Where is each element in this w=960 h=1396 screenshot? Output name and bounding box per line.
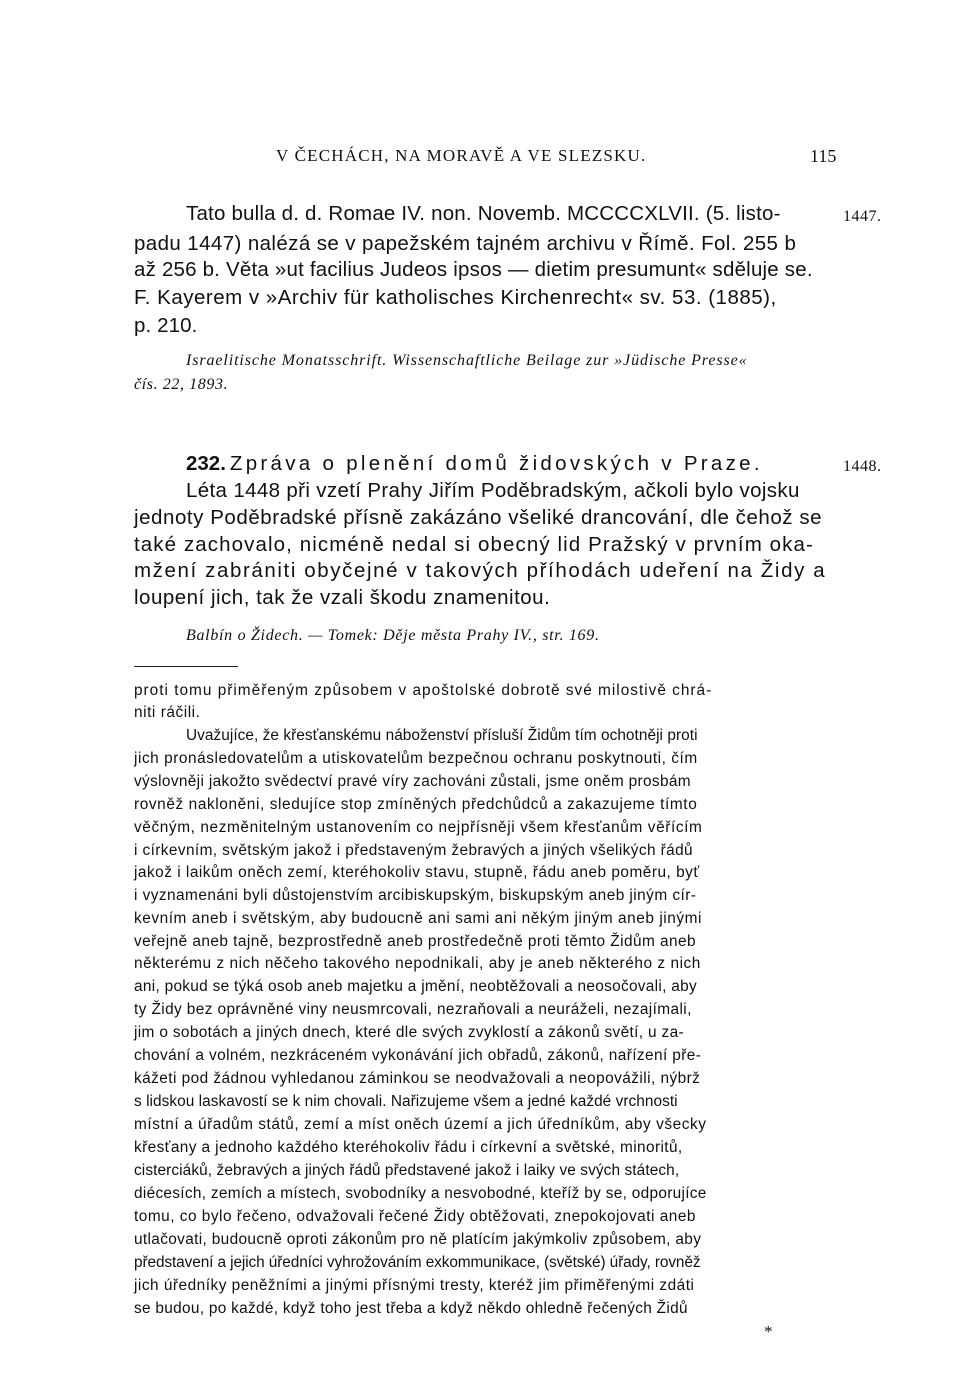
text-line: p. 210. [134, 314, 198, 337]
text-line: padu 1447) nalézá se v papežském tajném archivu v Římě. Fol. 255 b [134, 232, 797, 255]
footnote-line: i vyznamenáni byli důstojenstvím arcibiskupským, biskupským aneb jiným cír- [134, 887, 697, 904]
footnote-line: utlačovati, budoucně oproti zákonům pro ně platícím jakýmkoliv způsobem, aby [134, 1231, 702, 1248]
source-citation: Israelitische Monatsschrift. Wissenschaftliche Beilage zur »Jüdische Presse« [186, 352, 748, 369]
footnote-line: ty Židy bez oprávněné viny neusmrcovali, nezraňovali a neuráželi, nezajímali, [134, 1001, 692, 1018]
text-line: loupení jich, tak že vzali škodu znamenitou. [134, 586, 551, 609]
footnote-line: místní a úřadům států, zemí a míst oněch území a jich úředníkům, aby všecky [134, 1116, 707, 1133]
footnote-line: niti ráčili. [134, 704, 201, 721]
footnote-line: i církevním, světským jakož i představeným žebravých a jiných všelikých řádů [134, 842, 693, 859]
footnote-line: výslovněji jakožto svědectví pravé víry zachováni zůstali, jsme oněm prosbám [134, 773, 691, 790]
footnote-line: s lidskou laskavostí se k nim chovali. Nařizujeme všem a jedné každé vrchnosti [134, 1093, 678, 1110]
footnote-line: kevním aneb i světským, aby budoucně ani sami ani někým jiným aneb jinými [134, 910, 702, 927]
footnote-line: jim o sobotách a jiných dnech, které dle svých zvyklostí a zákonů světí, u za- [134, 1024, 684, 1041]
margin-year-1448: 1448. [843, 458, 882, 475]
footnote-line: tomu, co bylo řečeno, odvažovali řečené Židy obtěžovati, znepokojovati aneb [134, 1208, 696, 1225]
text-line: také zachovalo, nicméně nedal si obecný lid Pražský v prvním oka- [134, 533, 814, 556]
footnote-line: rovněž nakloněni, sledujíce stop zmíněných předchůdců a zakazujeme tímto [134, 796, 698, 813]
running-head: V ČECHÁCH, NA MORAVĚ A VE SLEZSKU. [276, 146, 647, 165]
footnote-line: Uvažujíce, že křesťanskému náboženství přísluší Židům tím ochotněji proti [186, 727, 698, 744]
text-line: F. Kayerem v »Archiv für katholisches Kirchenrecht« sv. 53. (1885), [134, 286, 777, 309]
footnote-line: některému z nich něčeho takového nepodnikali, aby je aneb některého z nich [134, 955, 701, 972]
entry-number: 232. [186, 452, 226, 475]
footnote-line: jich pronásledovatelům a utiskovatelům bezpečnou ochranu poskytnouti, čím [134, 750, 698, 767]
footnote-line: křesťany a jednoho každého kteréhokoliv řádu i církevní a světské, minoritů, [134, 1139, 683, 1156]
continuation-mark: * [764, 1322, 773, 1341]
footnote-line: diécesích, zemích a místech, svobodníky a nesvobodné, kteříž by se, odporujíce [134, 1185, 707, 1202]
footnote-line: se budou, po každé, když toho jest třeba a když někdo ohledně řečených Židů [134, 1300, 688, 1317]
footnote-line: ani, pokud se týká osob aneb majetku a jmění, neobtěžovali a neosočovali, aby [134, 978, 697, 995]
footnote-line: cisterciáků, žebravých a jiných řádů představené jakož i laiky ve svých státech, [134, 1162, 680, 1179]
entry-heading [186, 452, 763, 476]
margin-year-1447: 1447. [843, 208, 882, 225]
text-line: až 256 b. Věta »ut facilius Judeos ipsos — dietim presumunt« sděluje se. [134, 258, 813, 281]
entry-title: Zpráva o plenění domů židovských v Praze. [229, 452, 763, 475]
footnote-line: veřejně aneb tajně, bezprostředně aneb prostředečně proti těmto Židům aneb [134, 933, 697, 950]
text-line: jednoty Poděbradské přísně zakázáno všeliké drancování, dle čehož se [134, 506, 823, 529]
footnote-line: chování a volném, nezkráceném vykonávání jich obřadů, zákonů, nařízení pře- [134, 1047, 702, 1064]
text-line: Tato bulla d. d. Romae IV. non. Novemb. MCCCCXLVII. (5. listo- [186, 202, 781, 225]
footnote-rule [134, 666, 238, 667]
footnote-line: jich úředníky peněžními a jinými přísnými tresty, kteréž jim přiměřenými zdáti [134, 1277, 695, 1294]
footnote-line: proti tomu přiměřeným způsobem v apoštolské dobrotě své milostivě chrá- [134, 682, 713, 699]
footnote-line: věčným, nezměnitelným ustanovením co nejpřísněji všem křesťanům věřícím [134, 819, 703, 836]
source-citation: čís. 22, 1893. [134, 376, 229, 393]
source-citation: Balbín o Židech. — Tomek: Děje města Prahy IV., str. 169. [186, 627, 600, 644]
footnote-line: jakož i laikům oněch zemí, kteréhokoliv stavu, stupně, řádu aneb poměru, byť [134, 864, 700, 881]
page-number: 115 [810, 146, 837, 166]
footnote-line: kážeti pod žádnou vyhledanou záminkou se neodvažovali a neopovážili, nýbrž [134, 1070, 701, 1087]
text-line: mžení zabrániti obyčejné v takových příhodách udeření na Židy a [134, 559, 827, 582]
footnote-line: představení a jejich úředníci vyhrožováním exkommunikace, (světské) úřady, rovněž [134, 1254, 701, 1271]
text-line: Léta 1448 při vzetí Prahy Jiřím Poděbradským, ačkoli bylo vojsku [186, 479, 800, 502]
